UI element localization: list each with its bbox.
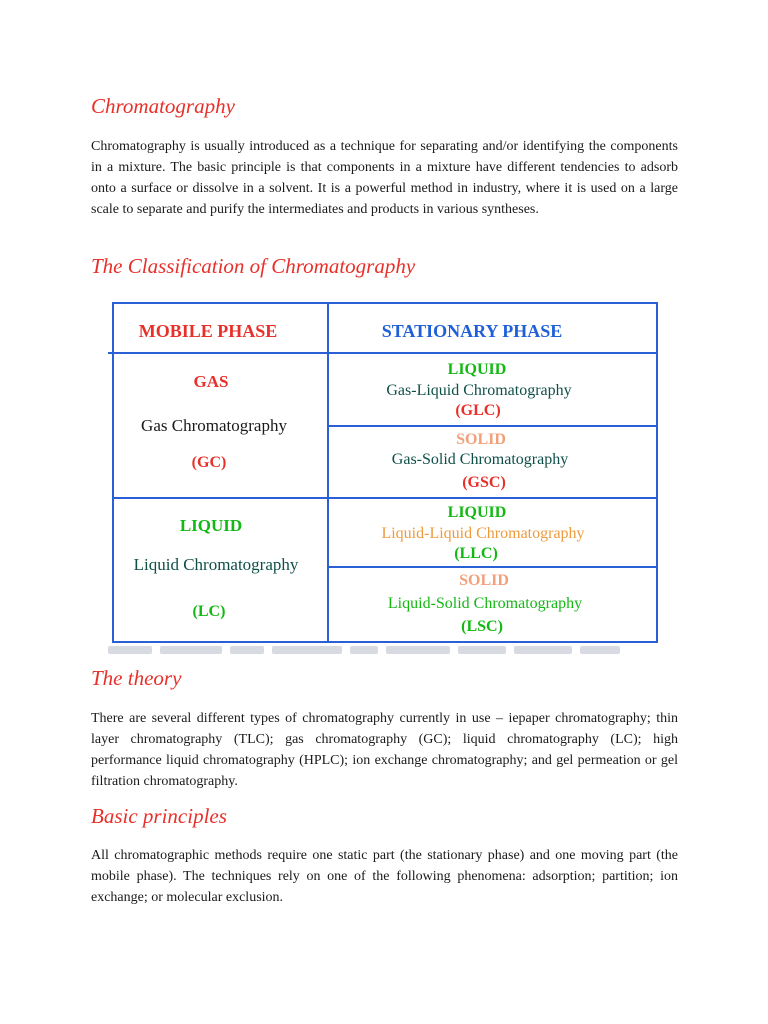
liquid-solid-name: Liquid-Solid Chromatography (387, 595, 583, 612)
obscured-text-line (108, 644, 658, 656)
column-divider (327, 302, 329, 643)
header-stationary-phase: STATIONARY PHASE (381, 321, 563, 341)
liquid-chromatography-name: Liquid Chromatography (133, 555, 299, 574)
table-bottom-border (112, 641, 658, 643)
table-left-border (112, 302, 114, 643)
gas-solid-name: Gas-Solid Chromatography (391, 451, 569, 468)
heading-theory: The theory (91, 666, 182, 690)
header-mobile-phase: MOBILE PHASE (138, 321, 278, 341)
gas-liquid-stationary-label: LIQUID (447, 361, 507, 378)
header-divider (108, 352, 658, 354)
gas-liquid-abbr: (GLC) (455, 402, 501, 419)
liquid-sub-divider (328, 566, 658, 568)
table-right-border (656, 302, 658, 643)
gas-label: GAS (193, 372, 229, 391)
gas-sub-divider (328, 425, 658, 427)
intro-paragraph: Chromatography is usually introduced as a technique for separating and/or identifying the components in a mixture. The basic principle is that components in a mixture have different tendencies to adsorb onto a surface or dissolve in a solvent. It is a powerful method in industry, where it is used on a large scale to separate and purify the intermediates and products in various syntheses. (91, 139, 678, 217)
theory-paragraph: There are several different types of chromatography currently in use – iepaper chromatography; thin layer chromatography (TLC); gas chromatography (GC); liquid chromatography (LC); high performance liquid chromatography (HPLC); ion exchange chromatography; and gel permeation or gel filtration chromatography. (91, 711, 678, 789)
liquid-liquid-abbr: (LLC) (454, 545, 498, 562)
principles-paragraph: All chromatographic methods require one static part (the stationary phase) and one moving part (the mobile phase). The techniques rely on one of the following phenomena: adsorption; partition; ion exchange; or molecular exclusion. (91, 848, 678, 905)
liquid-liquid-stationary-label: LIQUID (447, 504, 507, 521)
liquid-chromatography-abbr: (LC) (192, 603, 226, 620)
liquid-liquid-name: Liquid-Liquid Chromatography (381, 525, 585, 542)
table-top-border (112, 302, 658, 304)
gas-solid-stationary-label: SOLID (456, 431, 506, 448)
gas-chromatography-abbr: (GC) (191, 454, 227, 471)
liquid-solid-abbr: (LSC) (461, 618, 503, 635)
group-divider (112, 497, 658, 499)
liquid-label: LIQUID (179, 516, 243, 535)
heading-basic-principles: Basic principles (91, 804, 227, 828)
gas-solid-abbr: (GSC) (462, 474, 506, 491)
gas-liquid-name: Gas-Liquid Chromatography (386, 382, 572, 399)
liquid-solid-stationary-label: SOLID (459, 572, 509, 589)
gas-chromatography-name: Gas Chromatography (141, 416, 287, 435)
heading-chromatography: Chromatography (91, 94, 235, 118)
heading-classification: The Classification of Chromatography (91, 254, 416, 278)
